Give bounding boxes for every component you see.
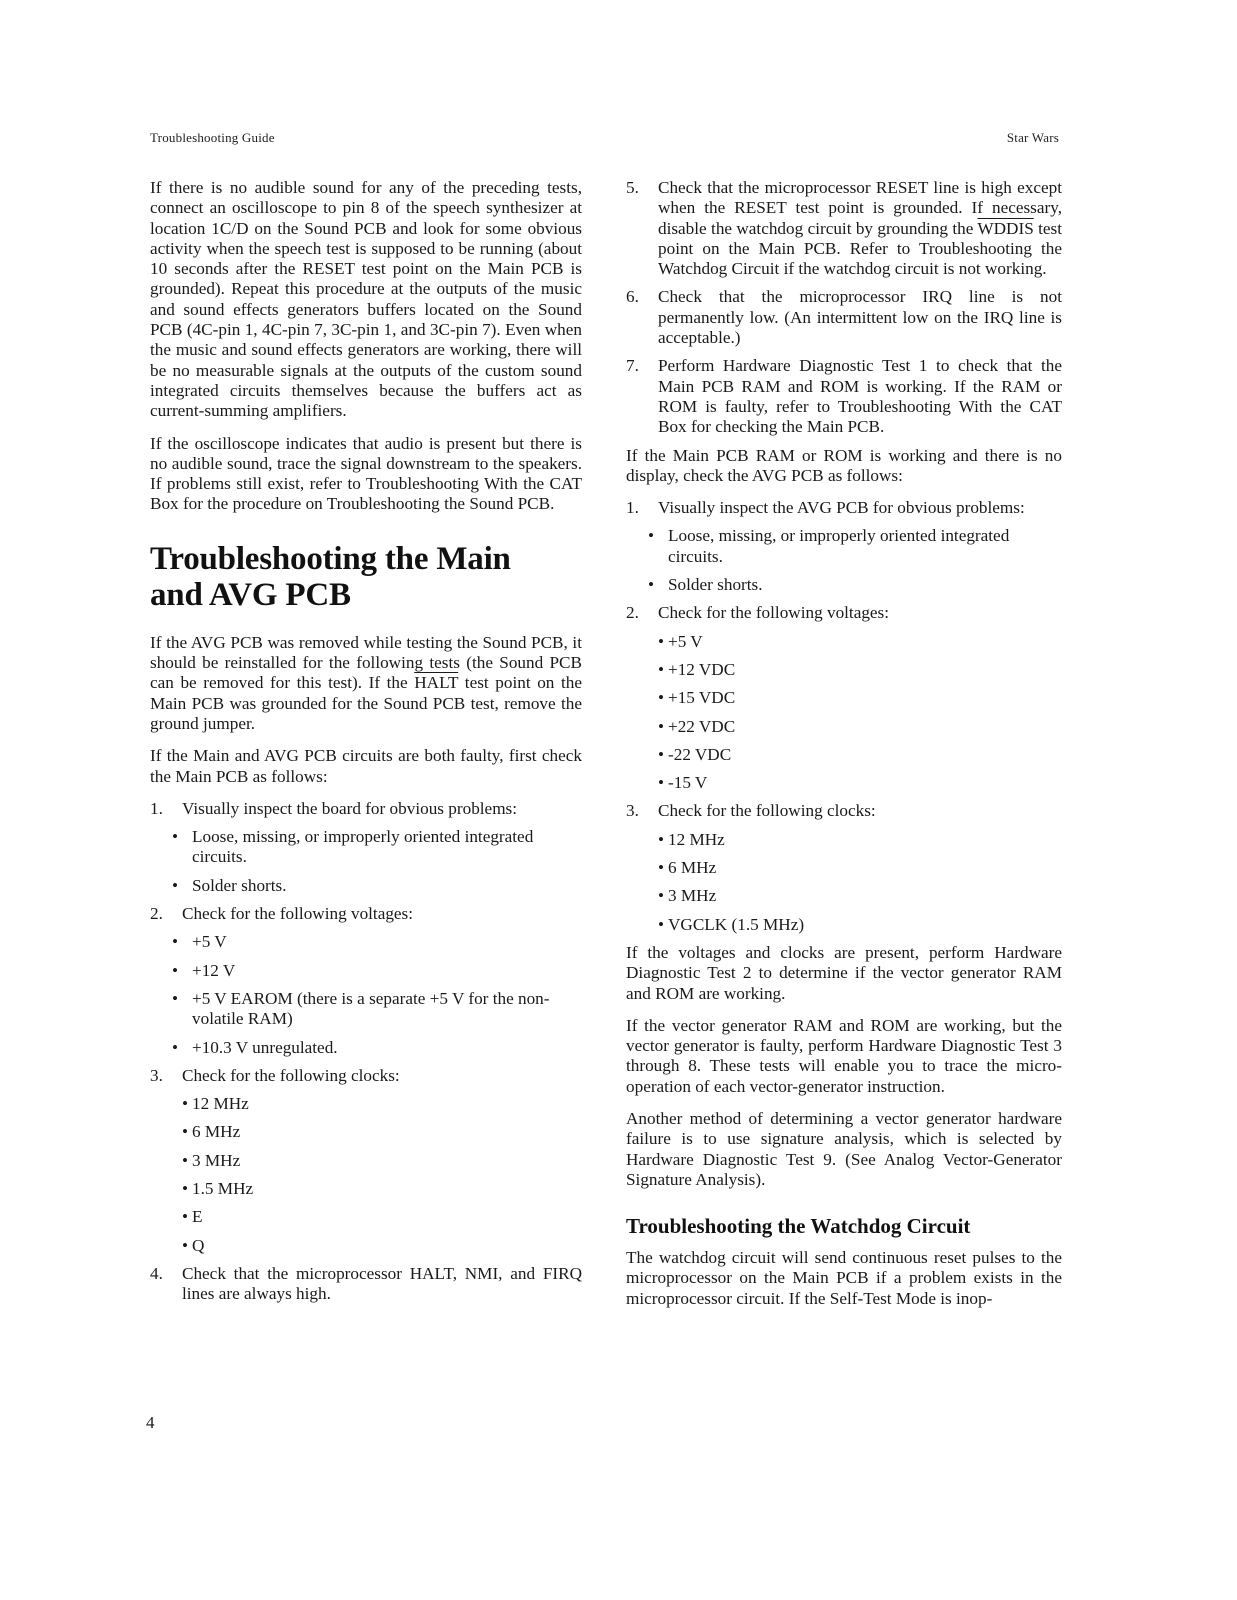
bullet-list (172, 932, 582, 1057)
list-text: Check for the following voltages: (182, 904, 414, 924)
bullet-list (172, 827, 582, 896)
bullet-text: Loose, missing, or improperly oriented integrated circuits. (668, 526, 1010, 566)
bullet-text: E (192, 1207, 203, 1227)
bullet-list (658, 632, 1062, 794)
paragraph-oscilloscope: If the oscilloscope indicates that audio is present but there is no audible sound, trace the signal downstream to the speakers. If problems still exist, refer to Troubleshooting With the CAT Box for the procedure on Troubleshooting the Sound PCB. (150, 433, 582, 514)
bullet-item: • 3 MHz (658, 886, 717, 906)
paragraph-no-sound: If there is no audible sound for any of the preceding tests, connect an oscilloscope to pin 8 of the speech synthesizer at location 1C/D on the Sound PCB and look for some obvious activity when the speech test is supposed to be running (about 10 seconds after the RESET test point on the Main PCB is grounded). Repeat this procedure at the outputs of the music and sound effects generators buffers located on the Sound PCB (4C-pin 1, 4C-pin 7, 3C-pin 1, and 3C-pin 7). Even when the music and sound effects generators are working, there will be no measurable signals at the outputs of the custom sound integrated circuits themselves because the buffers act as current-summing amplifiers. (150, 178, 582, 421)
list-text: Visually inspect the AVG PCB for obvious problems: (658, 498, 1025, 518)
halt-signal: HALT (414, 673, 459, 693)
list-text: Check that the microprocessor IRQ line is not permanently low. (An intermittent low on the IRQ line is acceptable.) (658, 287, 1062, 348)
bullet-text: +5 V EAROM (there is a separate +5 V for the non-volatile RAM) (192, 988, 550, 1029)
bullet-list (648, 526, 1062, 595)
list-number: 2. (150, 904, 163, 924)
list-item (626, 356, 1062, 437)
list-item (150, 1066, 582, 1086)
list-number: 3. (626, 801, 639, 821)
bullet-item: • 1.5 MHz (182, 1178, 254, 1198)
list-text-part2: test point on the Main PCB. Refer to Troubleshooting the Watchdog Circuit if the watchdog circuit is not working. (658, 218, 1062, 279)
bullet-text: 6 MHz (192, 1122, 241, 1142)
section-title-line1: Troubleshooting the Main (150, 540, 511, 577)
wddis-signal: WDDIS (977, 218, 1034, 238)
bullet-item: • 12 MHz (182, 1094, 249, 1114)
bullet-text: -22 VDC (668, 744, 732, 764)
list-number: 2. (626, 603, 639, 623)
bullet-text: 3 MHz (668, 886, 717, 906)
bullet-text: -15 V (668, 773, 708, 793)
paragraph-avg-reinstall-part2: test point on the Main PCB was grounded for the Sound PCB test, remove the ground jumper. (150, 673, 582, 733)
bullet-item: • Q (182, 1235, 205, 1255)
left-column (150, 178, 582, 1312)
bullet-text: VGCLK (1.5 MHz) (668, 914, 805, 934)
bullet-item: • Loose, missing, or improperly oriented integrated circuits. (648, 526, 1010, 566)
bullet-item: • -22 VDC (658, 744, 732, 764)
list-item (150, 799, 582, 819)
bullet-item: • VGCLK (1.5 MHz) (658, 914, 805, 934)
list-text: Check for the following clocks: (658, 801, 876, 821)
page-number: 4 (146, 1413, 155, 1432)
bullet-item: • 6 MHz (658, 858, 717, 878)
list-number: 3. (150, 1065, 163, 1085)
paragraph-voltages-clocks: If the voltages and clocks are present, perform Hardware Diagnostic Test 2 to determine if the vector generator RAM and ROM are working. (626, 942, 1062, 1003)
bullet-item: • +5 V EAROM (there is a separate +5 V for the non-volatile RAM) (172, 988, 550, 1029)
list-number: 6. (626, 287, 639, 307)
bullet-text: +12 VDC (668, 659, 736, 679)
bullet-item: • E (182, 1207, 203, 1227)
list-item (150, 1264, 582, 1305)
bullet-item: • +10.3 V unregulated. (172, 1037, 338, 1057)
bullet-text: +15 VDC (668, 688, 736, 708)
bullet-text: 12 MHz (192, 1094, 249, 1114)
list-text-part1: Check that the microprocessor RESET line is high except when the RESET test point is grounded. If necessary, disable the watchdog circuit by grounding the (658, 178, 1062, 238)
list-item (626, 498, 1062, 518)
list-number: 5. (626, 178, 639, 197)
bullet-text: 6 MHz (668, 858, 717, 878)
bullet-item: • Loose, missing, or improperly oriented integrated circuits. (172, 827, 534, 867)
bullet-item: • 12 MHz (658, 829, 725, 849)
bullet-text: Loose, missing, or improperly oriented integrated circuits. (192, 827, 534, 867)
paragraph-avg-reinstall-part1: If the AVG PCB was removed while testing the Sound PCB, it should be reinstalled for the following tests (the Sound PCB can be removed for this test). If the (150, 632, 582, 693)
bullet-text: 1.5 MHz (192, 1178, 254, 1198)
paragraph-signature-analysis: Another method of determining a vector generator hardware failure is to use signature analysis, which is selected by Hardware Diagnostic Test 9. (See Analog Vector-Generator Signature Analysis). (626, 1108, 1062, 1189)
bullet-text: +12 V (192, 960, 236, 980)
bullet-item: • -15 V (658, 773, 708, 793)
list-item (626, 801, 1062, 821)
right-column (626, 178, 1062, 1321)
bullet-text: Solder shorts. (668, 575, 763, 595)
paragraph-both-faulty: If the Main and AVG PCB circuits are both faulty, first check the Main PCB as follows: (150, 746, 582, 786)
bullet-item: • Solder shorts. (648, 575, 763, 595)
bullet-text: Q (192, 1235, 205, 1255)
bullet-text: +10.3 V unregulated. (192, 1037, 338, 1057)
paragraph-avg-reinstall (150, 633, 582, 734)
list-number: 1. (626, 498, 639, 518)
list-item (626, 287, 1062, 348)
list-number: 1. (150, 798, 163, 818)
bullet-text: Solder shorts. (192, 875, 287, 895)
bullet-list (182, 1094, 582, 1256)
list-text: Check for the following voltages: (658, 603, 890, 623)
list-item (150, 904, 582, 924)
list-text: Check for the following clocks: (182, 1065, 400, 1085)
list-text (658, 178, 1062, 278)
list-number: 4. (150, 1263, 163, 1283)
list-text: Visually inspect the board for obvious problems: (182, 798, 518, 818)
bullet-text: 12 MHz (668, 829, 725, 849)
bullet-item: • +15 VDC (658, 688, 736, 708)
list-item (626, 603, 1062, 623)
section-title-line2: and AVG PCB (150, 576, 351, 613)
bullet-text: +22 VDC (668, 716, 736, 736)
list-item (626, 178, 1062, 279)
list-text: Check that the microprocessor HALT, NMI, and FIRQ lines are always high. (182, 1263, 582, 1304)
bullet-text: +5 V (668, 631, 703, 651)
paragraph-watchdog: The watchdog circuit will send continuous reset pulses to the microprocessor on the Main PCB if a problem exists in the microprocessor circuit. If the Self-Test Mode is inop- (626, 1248, 1062, 1308)
bullet-text: 3 MHz (192, 1150, 241, 1170)
paragraph-check-avg: If the Main PCB RAM or ROM is working and there is no display, check the AVG PCB as follows: (626, 445, 1062, 485)
subsection-title: Troubleshooting the Watchdog Circuit (626, 1214, 971, 1239)
bullet-item: • 3 MHz (182, 1150, 241, 1170)
section-title (150, 541, 582, 613)
bullet-list (658, 830, 1062, 935)
list-text: Perform Hardware Diagnostic Test 1 to check that the Main PCB RAM and ROM is working. If the RAM or ROM is faulty, refer to Troubleshooting With the CAT Box for checking the Main PCB. (658, 356, 1062, 437)
bullet-item: • +5 V (172, 932, 227, 952)
bullet-item: • +22 VDC (658, 716, 736, 736)
running-head-left: Troubleshooting Guide (150, 130, 275, 145)
paragraph-vector-generator: If the vector generator RAM and ROM are working, but the vector generator is faulty, perform Hardware Diagnostic Test 3 through 8. These tests will enable you to trace the micro-operation of each vector-generator instruction. (626, 1015, 1062, 1096)
bullet-item: • 6 MHz (182, 1122, 241, 1142)
bullet-item: • +12 V (172, 960, 236, 980)
list-number: 7. (626, 356, 639, 376)
bullet-item: • Solder shorts. (172, 875, 287, 895)
running-head-right: Star Wars (1006, 130, 1059, 145)
bullet-item: • +12 VDC (658, 659, 736, 679)
bullet-item: • +5 V (658, 631, 703, 651)
bullet-text: +5 V (192, 932, 227, 952)
